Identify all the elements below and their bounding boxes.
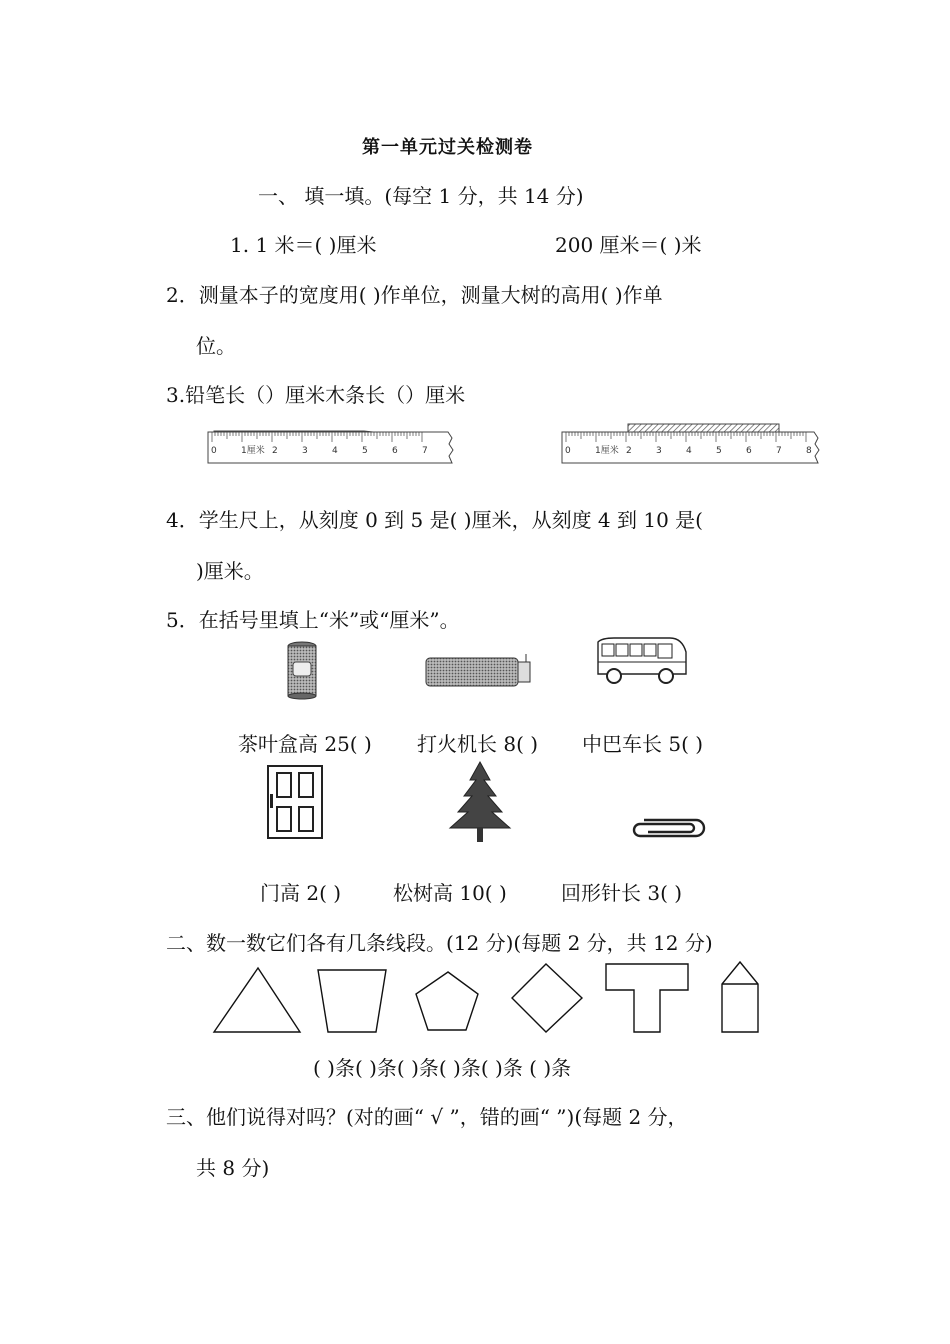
- diamond-shape: [512, 964, 582, 1032]
- pine-tree-image: [444, 760, 516, 844]
- ruler-left-label-2: 2: [272, 446, 278, 456]
- ruler-left-label-6: 6: [392, 446, 398, 456]
- section-3-heading-line-2: 共 8 分): [196, 1156, 270, 1180]
- question-1-part-b: 200 厘米＝( )米: [555, 233, 702, 257]
- section-1-heading: 一、 填一填。(每空 1 分，共 14 分): [258, 184, 584, 208]
- ruler-left-label-7: 7: [422, 446, 428, 456]
- ruler-right-label-7: 7: [776, 446, 782, 456]
- ruler-right-label-3: 3: [656, 446, 662, 456]
- item-minibus: 中巴车长 5( ): [582, 732, 704, 756]
- item-tea-tin: 茶叶盒高 25( ): [238, 732, 372, 756]
- pentagon-shape: [416, 972, 478, 1030]
- wood-strip-image: [628, 424, 779, 432]
- triangle-shape: [214, 968, 300, 1032]
- paperclip-image: [630, 816, 708, 840]
- ruler-left-label-4: 4: [332, 446, 338, 456]
- ruler-right-label-4: 4: [686, 446, 692, 456]
- ruler-right-label-5: 5: [716, 446, 722, 456]
- item-lighter: 打火机长 8( ): [417, 732, 539, 756]
- section-3-heading-line-1: 三、他们说得对吗？(对的画“ √ ”，错的画“ ”)(每题 2 分，: [166, 1105, 688, 1129]
- question-3: 3.铅笔长（）厘米木条长（）厘米: [166, 383, 466, 407]
- t-shape: [606, 964, 688, 1032]
- page-title: 第一单元过关检测卷: [362, 137, 533, 158]
- tea-tin-image: [284, 640, 320, 700]
- ruler-left-label-1: 1厘米: [241, 446, 265, 456]
- door-image: [266, 764, 326, 840]
- item-pine-tree: 松树高 10( ): [393, 881, 507, 905]
- ruler-right-label-2: 2: [626, 446, 632, 456]
- ruler-left-label-5: 5: [362, 446, 368, 456]
- ruler-right-label-1: 1厘米: [595, 446, 619, 456]
- ruler-right: [562, 432, 819, 463]
- minibus-image: [592, 636, 690, 688]
- ruler-with-wood-strip-figure: [560, 420, 822, 466]
- house-shape: [722, 962, 758, 1032]
- ruler-right-label-8: 8: [806, 446, 812, 456]
- ruler-left-label-0: 0: [211, 446, 217, 456]
- question-2-line-1: 2．测量本子的宽度用( )作单位，测量大树的高用( )作单: [166, 283, 663, 307]
- section-2-heading: 二、数一数它们各有几条线段。(12 分)(每题 2 分，共 12 分): [166, 931, 713, 955]
- section-2-answers: ( )条( )条( )条( )条( )条 ( )条: [313, 1056, 572, 1080]
- ruler-right-label-0: 0: [565, 446, 571, 456]
- question-4-line-2: )厘米。: [196, 559, 264, 583]
- item-door: 门高 2( ): [260, 881, 342, 905]
- item-paperclip: 回形针长 3( ): [561, 881, 683, 905]
- question-4-line-1: 4．学生尺上，从刻度 0 到 5 是( )厘米，从刻度 4 到 10 是(: [166, 508, 703, 532]
- trapezoid-shape: [318, 970, 386, 1032]
- question-5: 5．在括号里填上“米”或“厘米”。: [166, 608, 460, 632]
- lighter-image: [424, 654, 536, 690]
- ruler-with-pencil-figure: [206, 420, 456, 466]
- ruler-left-label-3: 3: [302, 446, 308, 456]
- shapes-figure: [210, 958, 770, 1038]
- ruler-right-label-6: 6: [746, 446, 752, 456]
- question-1-part-a: 1. 1 米＝( )厘米: [230, 233, 377, 257]
- ruler-left: [208, 432, 453, 463]
- question-2-line-2: 位。: [196, 334, 236, 358]
